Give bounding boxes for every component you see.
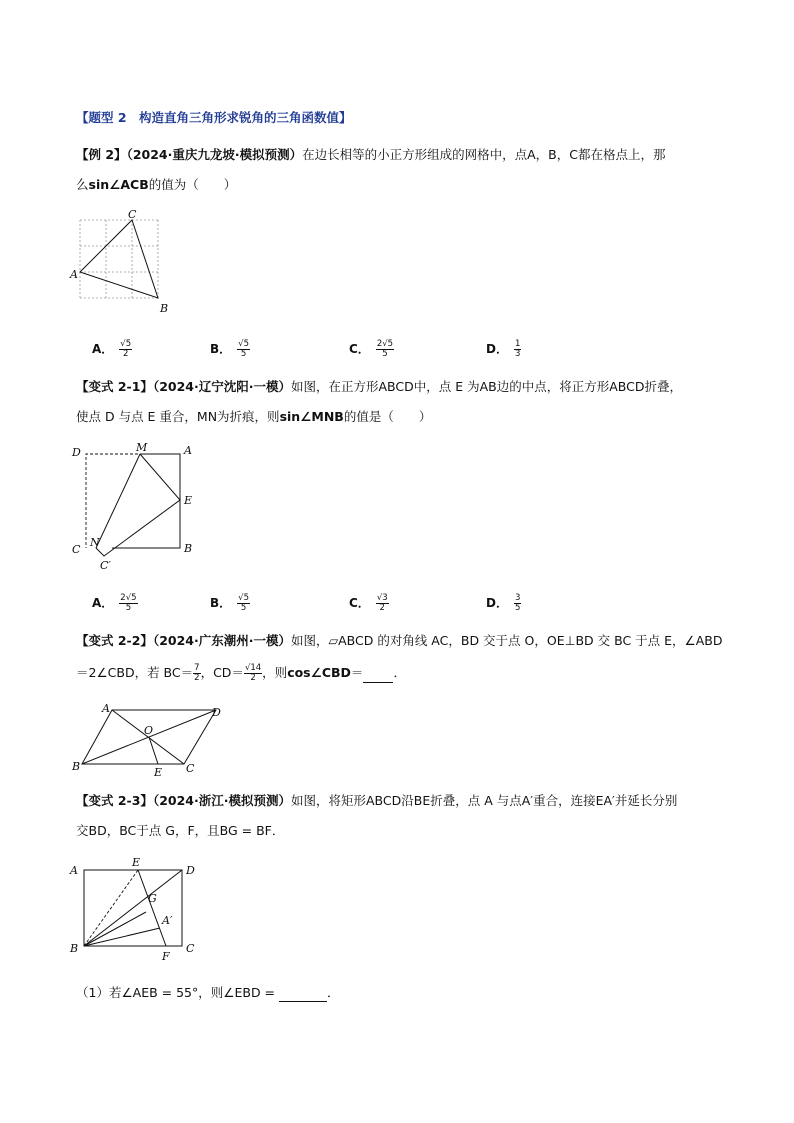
ex2-tag: 【例 2】 [76,147,127,162]
v23-source: （2024·浙江·模拟预测） [152,793,291,808]
frac-den: 2 [250,673,256,683]
v22-text-2b: ，CD＝ [200,665,244,680]
v23-figure [66,852,206,966]
v23-tag: 【变式 2-3】 [76,793,153,808]
frac-num: 2√5 [120,593,137,603]
v22-label-e: E [154,766,163,779]
v23-line1 [76,792,677,810]
ex2-label-a: A [70,268,78,281]
ex2-func: sin∠ACB [88,177,149,192]
v22-text-2-end: ． [393,665,406,680]
frac-num: √3 [376,593,388,603]
v23-q1-text: （1）若∠AEB = 55°，则∠EBD = [76,985,279,1000]
option-label: A． [92,342,114,356]
frac-den: 5 [514,603,521,613]
v23-q1-answer-blank[interactable] [279,989,327,1002]
ex2-grid [80,220,158,298]
ex2-line2 [76,176,236,194]
v22-text-1: 如图，▱ABCD 的对角线 AC，BD 交于点 O，OE⊥BD 交 BC 于点 E，∠ABD [290,633,723,648]
v22-tag: 【变式 2-2】 [76,633,153,648]
frac-den: 2 [194,673,200,683]
ex2-option-d[interactable] [486,340,521,359]
ex2-line1 [76,146,665,164]
v22-label-b: B [72,760,81,773]
ex2-text-2-prefix: 么 [76,177,89,192]
v23-label-d: D [186,864,195,877]
frac-den: 2 [123,349,129,359]
option-label: B． [210,342,232,356]
frac-den: 2 [379,603,385,613]
ex2-option-a[interactable] [92,340,132,359]
frac-num: 1 [514,339,521,349]
frac-num: √14 [244,663,262,673]
v21-tag: 【变式 2-1】 [76,379,153,394]
v22-label-c: C [186,762,195,775]
v22-source: （2024·广东潮州·一模） [152,633,291,648]
v21-line1 [76,378,682,396]
v23-label-b: B [70,942,79,955]
v21-label-n: N [90,536,100,549]
frac-num: 7 [194,663,200,673]
option-label: A． [92,596,114,610]
frac-den: 5 [125,603,132,613]
v23-text-2: 交BD，BC于点 G，F，且BG = BF． [76,823,285,838]
option-label: C． [349,596,370,610]
v22-label-d: D [212,706,221,719]
v22-figure [68,700,238,782]
ex2-label-c: C [128,208,137,221]
v21-source: （2024·辽宁沈阳·一模） [152,379,291,394]
v23-question-1 [76,984,340,1002]
v23-label-a: A [70,864,78,877]
v23-fold-be [84,870,138,946]
v22-answer-blank[interactable] [363,670,393,683]
v22-func: cos∠CBD [287,665,351,680]
ex2-option-b[interactable] [210,340,250,359]
v22-text-2a: ＝2∠CBD，若 BC＝ [76,665,194,680]
v21-label-d: D [72,446,81,459]
v23-line-ef [138,870,166,946]
v21-text-2: 使点 D 与点 E 重合，MN为折痕，则 [76,409,280,424]
frac-den: 3 [514,349,521,359]
option-label: B． [210,596,232,610]
v22-line2 [76,664,406,683]
frac-num: 2√5 [376,339,394,349]
v22-label-a: A [102,702,110,715]
ex2-option-c[interactable] [349,340,394,359]
frac-den: 5 [240,603,247,613]
v23-label-aprime: A′ [162,914,173,927]
ex2-text-2-suffix: 的值为（ ） [148,177,237,192]
ex2-triangle [80,220,158,298]
v21-label-b: B [184,542,193,555]
v21-square-edges [112,454,180,548]
v22-label-o: O [144,724,154,737]
frac-num: 3 [514,593,521,603]
v21-label-a: A [184,444,192,457]
frac-num: √5 [238,593,249,603]
v21-option-c[interactable] [349,594,389,613]
ex2-source: （2024·重庆九龙坡·模拟预测） [126,147,303,162]
v22-line1 [76,632,723,650]
v21-label-c: C [72,543,81,556]
section-title: 【题型 2 构造直角三角形求锐角的三角函数值】 [76,110,352,125]
v21-text-2-suffix: 的值是（ ） [343,409,432,424]
v23-line2 [76,822,284,840]
frac-num: √5 [238,339,249,349]
v23-label-e: E [132,856,141,869]
v21-label-e: E [184,494,193,507]
v22-text-2c: ，则 [262,665,288,680]
v21-func: sin∠MNB [279,409,344,424]
v21-text-1: 如图，在正方形ABCD中，点 E 为AB边的中点，将正方形ABCD折叠， [290,379,682,394]
v23-line-bg [84,912,146,946]
v23-label-f: F [162,950,170,963]
v23-text-1: 如图，将矩形ABCD沿BE折叠，点 A 与点A′重合，连接EA′并延长分别 [290,793,678,808]
option-label: D． [486,342,508,356]
v21-dashed-edge [86,454,158,548]
option-label: C． [349,342,370,356]
v23-q1-end: ． [327,985,340,1000]
v21-label-cprime: C′ [100,559,111,572]
v22-text-2d: ＝ [350,665,364,680]
v23-label-c: C [186,942,195,955]
v21-line2 [76,408,431,426]
v23-label-g: G [148,892,157,905]
v21-option-d[interactable] [486,594,521,613]
v21-label-m: M [136,441,148,454]
ex2-text-1: 在边长相等的小正方形组成的网格中，点A，B，C都在格点上，那 [302,147,666,162]
v21-figure [66,438,206,576]
frac-den: 5 [240,349,247,359]
v21-option-a[interactable] [92,594,138,613]
ex2-grid-figure [68,208,178,318]
ex2-label-b: B [160,302,169,315]
frac-num: √5 [120,339,132,349]
v21-folded-part [96,454,180,556]
frac-den: 5 [382,349,388,359]
option-label: D． [486,596,508,610]
v21-option-b[interactable] [210,594,250,613]
